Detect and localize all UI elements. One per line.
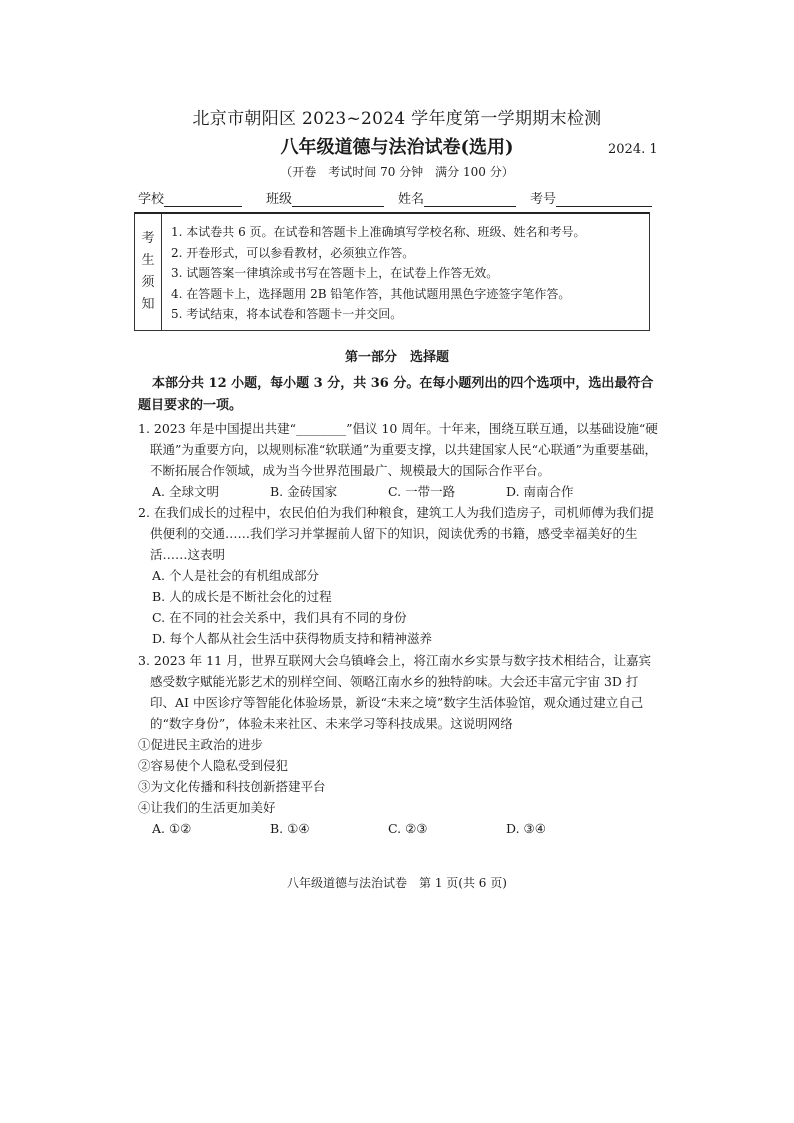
option-b[interactable]: B. 金砖国家 xyxy=(270,484,338,499)
notice-items xyxy=(171,222,586,325)
option-c[interactable]: C. 一带一路 xyxy=(388,484,456,499)
option-d[interactable]: D. 南南合作 xyxy=(506,484,574,499)
statement: ③为文化传播和科技创新搭建平台 xyxy=(138,779,326,794)
class-blank[interactable] xyxy=(292,192,384,207)
notice-item: 2. 开卷形式，可以参看教材，必须独立作答。 xyxy=(171,245,415,260)
notice-label-char: 生 xyxy=(141,253,155,268)
name-field[interactable] xyxy=(398,188,516,207)
option-c[interactable]: C. ②③ xyxy=(388,821,428,836)
name-blank[interactable] xyxy=(424,192,516,207)
option-d[interactable]: D. 每个人都从社会生活中获得物质支持和精神滋养 xyxy=(152,631,433,646)
class-label: 班级 xyxy=(266,192,293,207)
question-3-options xyxy=(152,818,658,839)
notice-label-char: 须 xyxy=(141,275,155,290)
statement: ②容易使个人隐私受到侵犯 xyxy=(138,758,289,773)
name-label: 姓名 xyxy=(398,192,425,207)
option-c[interactable]: C. 在不同的社会关系中，我们具有不同的身份 xyxy=(152,610,407,625)
option-a[interactable]: A. ①② xyxy=(152,821,192,836)
option-a[interactable]: A. 个人是社会的有机组成部分 xyxy=(152,568,319,583)
exam-number-label: 考号 xyxy=(530,192,557,207)
statement: ④让我们的生活更加美好 xyxy=(138,800,276,815)
exam-number-blank[interactable] xyxy=(556,192,652,207)
school-field[interactable] xyxy=(138,188,242,207)
class-field[interactable] xyxy=(266,188,384,207)
question-1-options xyxy=(152,481,658,502)
exam-title-line1: 北京市朝阳区 2023~2024 学年度第一学期期末检测 xyxy=(192,109,602,129)
option-b[interactable]: B. 人的成长是不断社会化的过程 xyxy=(152,589,332,604)
exam-notice-box xyxy=(134,212,650,331)
option-b[interactable]: B. ①④ xyxy=(270,821,310,836)
notice-label-char: 知 xyxy=(141,297,155,312)
question-2-stem: 2. 在我们成长的过程中，农民伯伯为我们种粮食，建筑工人为我们造房子，司机师傅为我们提供便利的交通……我们学习并掌握前人留下的知识，阅读优秀的书籍，感受幸福美好的生活……这表明 xyxy=(138,505,654,562)
notice-item: 1. 本试卷共 6 页。在试卷和答题卡上准确填写学校名称、班级、姓名和考号。 xyxy=(171,225,586,239)
option-a[interactable]: A. 全球文明 xyxy=(152,484,219,499)
notice-label-char: 考 xyxy=(141,231,155,246)
notice-item: 4. 在答题卡上，选择题用 2B 铅笔作答，其他试题用黑色字迹签字笔作答。 xyxy=(171,286,571,301)
option-d[interactable]: D. ③④ xyxy=(506,821,546,836)
statement: ①促进民主政治的进步 xyxy=(138,737,264,752)
question-2 xyxy=(138,502,658,649)
exam-title-line2: 八年级道德与法治试卷(选用) xyxy=(280,137,514,158)
notice-item: 5. 考试结束，将本试卷和答题卡一并交回。 xyxy=(171,307,403,321)
school-blank[interactable] xyxy=(164,192,242,207)
notice-item: 3. 试题答案一律填涂或书写在答题卡上，在试卷上作答无效。 xyxy=(171,266,499,280)
question-3-stem: 3. 2023 年 11 月，世界互联网大会乌镇峰会上，将江南水乡实景与数字技术相结合，让嘉宾感受数字赋能光影艺术的别样空间、领略江南水乡的独特韵味。大会还丰富元宇宙 3D 打印、AI 中医诊疗等智能化体验场景，新设“未来之境”数字生活体验馆，观众通过建立自己的“数字身份”，体验未来社区、未来学习等科技成果。这说明网络 xyxy=(138,653,652,731)
question-3 xyxy=(138,650,658,839)
notice-label xyxy=(135,214,162,330)
question-1 xyxy=(138,418,658,502)
exam-subtitle: （开卷 考试时间 70 分钟 满分 100 分） xyxy=(280,165,514,179)
exam-number-field[interactable] xyxy=(530,188,652,207)
question-1-stem: 1. 2023 年是中国提出共建“________”倡议 10 周年。十年来，围绕互联互通，以基础设施“硬联通”为重要方向，以规则标准“软联通”为重要支撑，以共建国家人民“心联通”为重要基础，不断拓展合作领域，成为当今世界范围最广、规模最大的国际合作平台。 xyxy=(138,421,658,478)
school-label: 学校 xyxy=(138,192,165,207)
section-title: 第一部分 选择题 xyxy=(344,350,449,365)
section-intro: 本部分共 12 小题，每小题 3 分，共 36 分。在每小题列出的四个选项中，选出最符合题目要求的一项。 xyxy=(138,376,654,413)
exam-date: 2024. 1 xyxy=(608,142,658,157)
page-footer: 八年级道德与法治试卷 第 1 页(共 6 页) xyxy=(287,876,507,890)
